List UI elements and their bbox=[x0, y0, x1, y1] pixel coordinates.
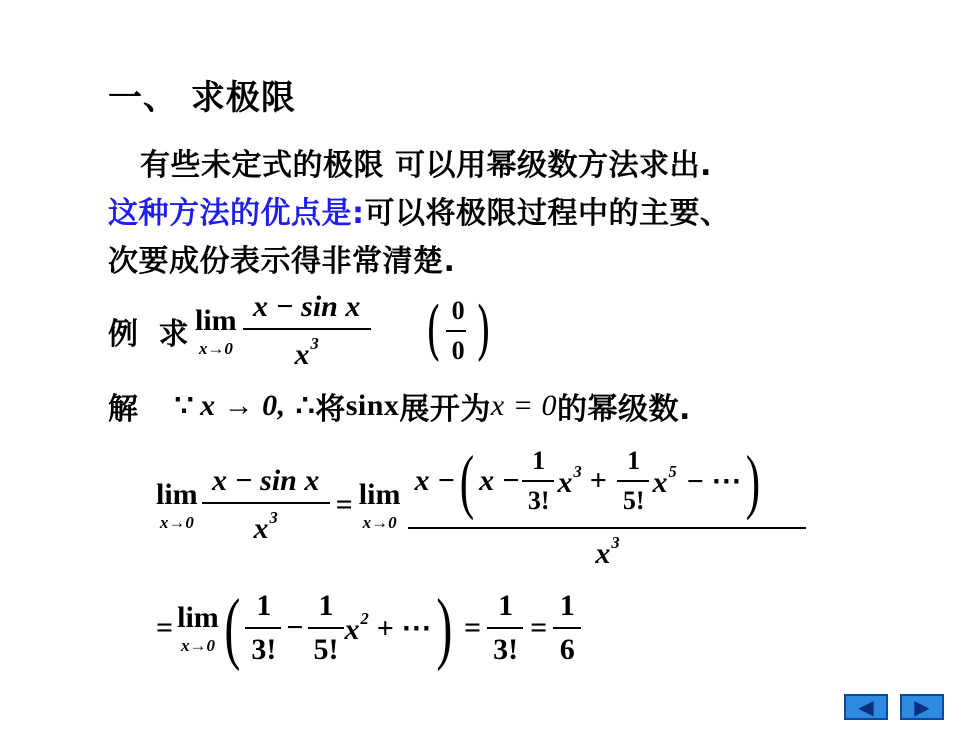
example-verb: 求 bbox=[158, 317, 189, 352]
example-fraction bbox=[243, 290, 371, 372]
arrow-left-icon: ◀ bbox=[858, 695, 874, 719]
eq2-frac-1: $\frac{1}{3!}$ bbox=[245, 589, 282, 667]
advantage-label: 这种方法的优点是: bbox=[108, 196, 365, 231]
example-denominator: $x^3$ bbox=[294, 334, 319, 371]
eq2-equals-b: = bbox=[530, 611, 548, 644]
intro-line-3: 次要成份表示得非常清楚. bbox=[108, 244, 456, 279]
next-slide-button[interactable] bbox=[900, 694, 944, 720]
eq1-lim-right: lim x→0 bbox=[358, 477, 401, 532]
sin-term: sinx bbox=[345, 389, 400, 422]
eq2-equals-lead: = bbox=[156, 611, 174, 644]
arrow-right-icon: ▶ bbox=[914, 695, 930, 719]
eq1-lhs-fraction: $\frac{\text{x − sin x}}{x^3}$ bbox=[202, 464, 330, 546]
eq2-result-2: $\frac{1}{6}$ bbox=[553, 589, 581, 667]
prev-slide-button[interactable] bbox=[844, 694, 888, 720]
eq1-lim-left: lim x→0 bbox=[156, 477, 198, 532]
eq1-equals: = bbox=[335, 488, 353, 521]
indeterminate-form: ( $\frac{0}{0}$ ) bbox=[425, 294, 491, 368]
eq2-result-1: $\frac{1}{3!}$ bbox=[487, 589, 524, 667]
solution-text-1: 将 bbox=[315, 392, 346, 427]
eq2-frac-2: $\frac{1}{5!}$ bbox=[308, 589, 345, 667]
eq2-lim: lim x→0 bbox=[177, 600, 219, 655]
intro-line-2-rest: 可以将极限过程中的主要、 bbox=[364, 196, 731, 231]
eq2-equals-a: = bbox=[464, 611, 482, 644]
example-row bbox=[108, 286, 496, 376]
because-symbol: ∵ bbox=[174, 389, 195, 423]
expansion-point: x = 0 bbox=[490, 389, 557, 422]
eq1-rhs-fraction: x − ( x − $\frac{1}{3!}$ $x^3$ + $\frac{1}{5!}$ $x^5$ − ⋯ ) $x^3$ bbox=[408, 440, 806, 571]
solution-text-3: 的幂级数. bbox=[556, 392, 691, 427]
limit-condition: x → 0, bbox=[200, 389, 286, 422]
solution-row bbox=[108, 384, 691, 428]
therefore-symbol: ∴ bbox=[295, 389, 316, 423]
section-heading: 一、 求极限 bbox=[108, 78, 296, 118]
intro-line-2 bbox=[108, 188, 731, 232]
example-lim: lim x→0 bbox=[195, 303, 237, 358]
solution-label: 解 bbox=[108, 392, 139, 427]
example-numerator: x − sin x bbox=[252, 290, 361, 324]
intro-line-1: 有些未定式的极限 可以用幂级数方法求出. bbox=[140, 148, 712, 183]
solution-text-2: 展开为 bbox=[399, 392, 491, 427]
equation-1 bbox=[156, 430, 806, 580]
equation-2: = lim x→0 ( $\frac{1}{3!}$ − $\frac{1}{5!}$ $x^2$ + ⋯ ) = $\frac{1}{3!}$ = $\frac{1}{6}$ bbox=[156, 578, 581, 678]
example-label: 例 bbox=[108, 317, 139, 352]
